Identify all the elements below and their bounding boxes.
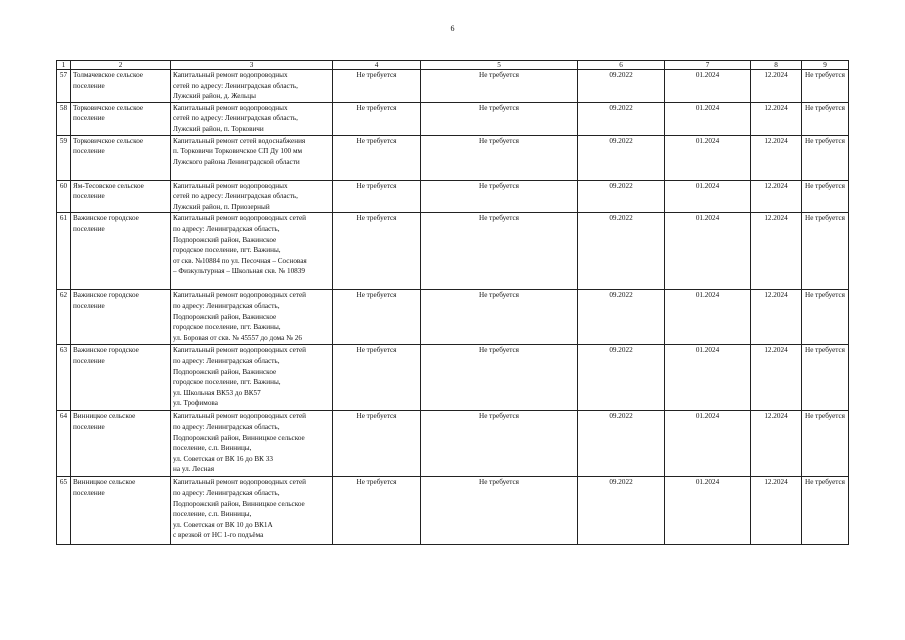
settlement-cell — [71, 70, 171, 103]
work-description-line: поселение, с.п. Винницы, — [173, 444, 252, 453]
col5-cell: Не требуется — [421, 411, 578, 477]
row-number-cell: 60 — [57, 180, 71, 213]
col7-date-cell: 01.2024 — [665, 180, 751, 213]
end-date-cell: 12.2024 — [751, 345, 802, 411]
start-date-cell: 09.2022 — [578, 135, 665, 180]
table-row — [57, 213, 849, 290]
work-description-line: Капитальный ремонт водопроводных — [173, 71, 288, 79]
work-description-line: городское поселение, пгт. Важины, — [173, 378, 281, 387]
row-number-cell: 63 — [57, 345, 71, 411]
col5-cell: Не требуется — [421, 135, 578, 180]
work-description-cell — [171, 213, 333, 290]
settlement-line: Винницкое сельское — [73, 412, 136, 421]
work-description-line: Лужский район, п. Приозерный — [173, 202, 270, 211]
column-header: 7 — [665, 61, 751, 70]
table-row — [57, 345, 849, 411]
col4-cell: Не требуется — [333, 411, 421, 477]
row-number-cell: 62 — [57, 290, 71, 345]
work-description-cell — [171, 477, 333, 545]
work-description-line: Капитальный ремонт водопроводных — [173, 103, 288, 112]
col7-date-cell: 01.2024 — [665, 345, 751, 411]
col7-date-cell: 01.2024 — [665, 477, 751, 545]
settlement-line: Важинское городское — [73, 214, 139, 223]
work-description-line: Лужского района Ленинградской области — [173, 157, 300, 166]
col4-cell: Не требуется — [333, 180, 421, 213]
col4-cell: Не требуется — [333, 135, 421, 180]
column-header: 6 — [578, 61, 665, 70]
settlement-cell — [71, 411, 171, 477]
start-date-cell: 09.2022 — [578, 102, 665, 135]
work-description-line: по адресу: Ленинградская область, — [173, 488, 280, 497]
work-description-line: по адресу: Ленинградская область, — [173, 301, 280, 310]
settlement-line: поселение — [73, 488, 105, 497]
start-date-cell: 09.2022 — [578, 477, 665, 545]
column-header: 1 — [57, 61, 71, 70]
col7-date-cell: 01.2024 — [665, 102, 751, 135]
work-description-line: Капитальный ремонт сетей водоснабжения — [173, 136, 306, 145]
work-description-line: ул. Трофимова — [173, 399, 218, 408]
work-description-line: поселение, с.п. Винницы, — [173, 510, 252, 519]
settlement-cell — [71, 135, 171, 180]
col9-cell: Не требуется — [802, 102, 849, 135]
column-header: 3 — [171, 61, 333, 70]
end-date-cell: 12.2024 — [751, 102, 802, 135]
work-description-line: по адресу: Ленинградская область, — [173, 224, 280, 233]
col9-cell: Не требуется — [802, 477, 849, 545]
settlement-cell — [71, 345, 171, 411]
settlement-cell — [71, 213, 171, 290]
end-date-cell: 12.2024 — [751, 180, 802, 213]
table-row — [57, 102, 849, 135]
settlement-line: поселение — [73, 192, 105, 201]
row-number-cell: 57 — [57, 70, 71, 103]
end-date-cell: 12.2024 — [751, 290, 802, 345]
settlement-line: поселение — [73, 422, 105, 431]
col9-cell: Не требуется — [802, 70, 849, 103]
col5-cell: Не требуется — [421, 213, 578, 290]
work-description-line: Подпорожский район, Важинское — [173, 235, 277, 244]
settlement-line: поселение — [73, 147, 105, 156]
work-description-cell — [171, 290, 333, 345]
work-description-line: от скв. №10884 по ул. Песочная – Сосновая — [173, 256, 307, 265]
end-date-cell: 12.2024 — [751, 477, 802, 545]
col9-cell: Не требуется — [802, 290, 849, 345]
settlement-line: Важинское городское — [73, 346, 139, 355]
end-date-cell: 12.2024 — [751, 135, 802, 180]
work-description-line: сетей по адресу: Ленинградская область, — [173, 192, 298, 201]
row-number-cell: 64 — [57, 411, 71, 477]
col9-cell: Не требуется — [802, 411, 849, 477]
col7-date-cell: 01.2024 — [665, 213, 751, 290]
work-description-line: Лужский район, п. Торковичи — [173, 124, 264, 133]
settlement-line: поселение — [73, 356, 105, 365]
table-row — [57, 477, 849, 545]
col7-date-cell: 01.2024 — [665, 70, 751, 103]
work-description-line: по адресу: Ленинградская область, — [173, 422, 280, 431]
settlement-line: поселение — [73, 114, 105, 123]
work-description-line: Лужский район, д. Жельцы — [173, 92, 256, 101]
start-date-cell: 09.2022 — [578, 411, 665, 477]
table-row — [57, 180, 849, 213]
start-date-cell: 09.2022 — [578, 213, 665, 290]
table-row — [57, 290, 849, 345]
settlement-line: поселение — [73, 81, 105, 90]
work-description-cell — [171, 70, 333, 103]
row-number-cell: 58 — [57, 102, 71, 135]
column-header: 4 — [333, 61, 421, 70]
col5-cell: Не требуется — [421, 477, 578, 545]
col9-cell: Не требуется — [802, 135, 849, 180]
start-date-cell: 09.2022 — [578, 70, 665, 103]
col5-cell: Не требуется — [421, 70, 578, 103]
work-description-line: Капитальный ремонт водопроводных сетей — [173, 214, 306, 223]
settlement-line: Винницкое сельское — [73, 478, 136, 487]
settlement-cell — [71, 180, 171, 213]
work-description-cell — [171, 135, 333, 180]
col5-cell: Не требуется — [421, 345, 578, 411]
table-row — [57, 70, 849, 103]
work-description-line: Подпорожский район, Винницкое сельское — [173, 433, 305, 442]
work-description-line: Капитальный ремонт водопроводных сетей — [173, 291, 306, 300]
work-description-line: по адресу: Ленинградская область, — [173, 356, 280, 365]
settlement-line: поселение — [73, 301, 105, 310]
col4-cell: Не требуется — [333, 70, 421, 103]
settlement-line: Важинское городское — [73, 291, 139, 300]
work-description-line: Подпорожский район, Винницкое сельское — [173, 499, 305, 508]
work-description-line: Подпорожский район, Важинское — [173, 312, 277, 321]
work-description-line: городское поселение, пгт. Важины, — [173, 246, 281, 255]
column-header: 5 — [421, 61, 578, 70]
col5-cell: Не требуется — [421, 102, 578, 135]
settlement-cell — [71, 102, 171, 135]
col9-cell: Не требуется — [802, 213, 849, 290]
work-description-line: Капитальный ремонт водопроводных — [173, 181, 288, 190]
work-description-line: на ул. Лесная — [173, 465, 215, 474]
col9-cell: Не требуется — [802, 345, 849, 411]
end-date-cell: 12.2024 — [751, 70, 802, 103]
end-date-cell: 12.2024 — [751, 411, 802, 477]
work-description-line: п. Торковичи Торковичское СП Ду 100 мм — [173, 147, 303, 156]
work-description-line: с врезкой от НС 1-го подъёма — [173, 531, 264, 540]
end-date-cell: 12.2024 — [751, 213, 802, 290]
col4-cell: Не требуется — [333, 213, 421, 290]
settlement-line: Торковичское сельское — [73, 103, 144, 112]
column-header: 9 — [802, 61, 849, 70]
col9-cell: Не требуется — [802, 180, 849, 213]
row-number-cell: 59 — [57, 135, 71, 180]
work-description-cell — [171, 180, 333, 213]
table-row — [57, 135, 849, 180]
work-description-line: ул. Советская от ВК 16 до ВК 33 — [173, 454, 273, 463]
work-description-line: Капитальный ремонт водопроводных сетей — [173, 412, 306, 421]
work-description-line: ул. Боровая от скв. № 45557 до дома № 26 — [173, 333, 302, 342]
col5-cell: Не требуется — [421, 180, 578, 213]
col4-cell: Не требуется — [333, 477, 421, 545]
work-description-cell — [171, 345, 333, 411]
col5-cell: Не требуется — [421, 290, 578, 345]
settlement-line: Толмачевское сельское — [73, 71, 143, 79]
works-table — [56, 60, 849, 545]
work-description-line: городское поселение, пгт. Важины, — [173, 323, 281, 332]
work-description-line: Капитальный ремонт водопроводных сетей — [173, 346, 306, 355]
work-description-line: Подпорожский район, Важинское — [173, 367, 277, 376]
start-date-cell: 09.2022 — [578, 290, 665, 345]
page-number: 6 — [450, 24, 455, 33]
settlement-line: поселение — [73, 224, 105, 233]
work-description-line: Капитальный ремонт водопроводных сетей — [173, 478, 306, 487]
table-row — [57, 411, 849, 477]
settlement-line: Торковичское сельское — [73, 136, 144, 145]
start-date-cell: 09.2022 — [578, 345, 665, 411]
settlement-cell — [71, 477, 171, 545]
settlement-cell — [71, 290, 171, 345]
column-header: 8 — [751, 61, 802, 70]
work-description-line: ул. Советская от ВК 10 до ВК1А — [173, 520, 273, 529]
col7-date-cell: 01.2024 — [665, 135, 751, 180]
table-header-row — [57, 61, 849, 70]
col7-date-cell: 01.2024 — [665, 411, 751, 477]
work-description-line: ул. Школьная ВК53 до ВК57 — [173, 388, 261, 397]
col4-cell: Не требуется — [333, 345, 421, 411]
column-header: 2 — [71, 61, 171, 70]
row-number-cell: 61 — [57, 213, 71, 290]
settlement-line: Ям-Тесовское сельское — [73, 181, 144, 190]
work-description-cell — [171, 102, 333, 135]
col4-cell: Не требуется — [333, 290, 421, 345]
col7-date-cell: 01.2024 — [665, 290, 751, 345]
row-number-cell: 65 — [57, 477, 71, 545]
work-description-line: сетей по адресу: Ленинградская область, — [173, 114, 298, 123]
start-date-cell: 09.2022 — [578, 180, 665, 213]
work-description-line: – Физкультурная – Школьная скв. № 10839 — [173, 267, 305, 276]
col4-cell: Не требуется — [333, 102, 421, 135]
work-description-line: сетей по адресу: Ленинградская область, — [173, 81, 298, 90]
work-description-cell — [171, 411, 333, 477]
